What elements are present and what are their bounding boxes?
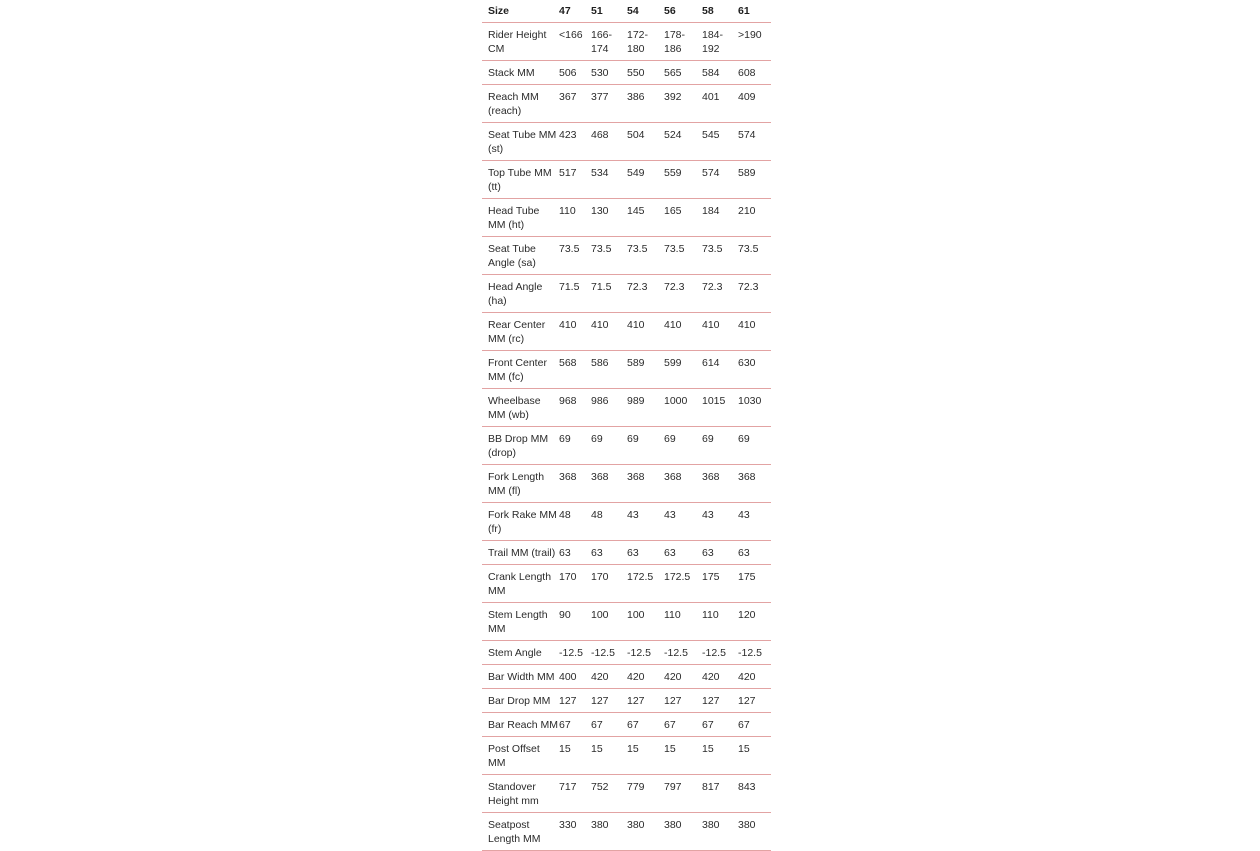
table-cell: 175	[702, 565, 738, 603]
table-cell: 72.3	[627, 275, 664, 313]
table-cell: -12.5	[559, 641, 591, 665]
row-label: Trail MM (trail)	[482, 541, 559, 565]
table-cell: 468	[591, 123, 627, 161]
table-cell: 71.5	[559, 275, 591, 313]
table-cell: 69	[738, 427, 771, 465]
table-cell: 368	[702, 465, 738, 503]
table-row	[482, 603, 771, 641]
table-cell: 797	[664, 775, 702, 813]
table-cell: 73.5	[702, 237, 738, 275]
table-cell: 368	[664, 465, 702, 503]
table-cell: 589	[627, 351, 664, 389]
table-cell: 72.3	[738, 275, 771, 313]
table-cell: 599	[664, 351, 702, 389]
table-cell: 401	[702, 85, 738, 123]
table-cell: 69	[559, 427, 591, 465]
table-cell: 410	[664, 313, 702, 351]
table-cell: 380	[738, 813, 771, 851]
table-cell: 368	[738, 465, 771, 503]
table-cell: 73.5	[664, 237, 702, 275]
table-cell: -12.5	[738, 641, 771, 665]
table-row	[482, 389, 771, 427]
geometry-table	[482, 0, 771, 851]
table-cell: 127	[591, 689, 627, 713]
table-cell: 110	[702, 603, 738, 641]
table-cell: 184-192	[702, 23, 738, 61]
table-cell: 178-186	[664, 23, 702, 61]
table-cell: 517	[559, 161, 591, 199]
table-cell: 986	[591, 389, 627, 427]
table-row	[482, 313, 771, 351]
table-cell: 210	[738, 199, 771, 237]
table-cell: 410	[591, 313, 627, 351]
table-cell: 63	[738, 541, 771, 565]
table-cell: <166	[559, 23, 591, 61]
table-row	[482, 275, 771, 313]
table-row	[482, 85, 771, 123]
table-cell: 67	[627, 713, 664, 737]
table-cell: 843	[738, 775, 771, 813]
table-cell: 127	[738, 689, 771, 713]
table-cell: 15	[664, 737, 702, 775]
table-cell: 423	[559, 123, 591, 161]
row-label: Reach MM (reach)	[482, 85, 559, 123]
table-cell: 534	[591, 161, 627, 199]
table-cell: 368	[559, 465, 591, 503]
table-cell: 69	[591, 427, 627, 465]
row-label: Wheelbase MM (wb)	[482, 389, 559, 427]
row-label: Standover Height mm	[482, 775, 559, 813]
table-cell: 72.3	[664, 275, 702, 313]
table-cell: 100	[627, 603, 664, 641]
table-cell: -12.5	[664, 641, 702, 665]
table-row	[482, 713, 771, 737]
table-cell: 1015	[702, 389, 738, 427]
table-row	[482, 689, 771, 713]
row-label: Seat Tube MM (st)	[482, 123, 559, 161]
table-cell: 165	[664, 199, 702, 237]
table-cell: 69	[627, 427, 664, 465]
table-cell: -12.5	[591, 641, 627, 665]
table-cell: 73.5	[738, 237, 771, 275]
table-row	[482, 23, 771, 61]
table-cell: 1030	[738, 389, 771, 427]
row-label: Bar Drop MM	[482, 689, 559, 713]
table-cell: 380	[702, 813, 738, 851]
table-cell: 330	[559, 813, 591, 851]
table-cell: 15	[591, 737, 627, 775]
table-row	[482, 61, 771, 85]
header-cell-61: 61	[738, 0, 771, 23]
table-cell: 73.5	[627, 237, 664, 275]
table-cell: 172-180	[627, 23, 664, 61]
row-label: Fork Length MM (fl)	[482, 465, 559, 503]
table-cell: 506	[559, 61, 591, 85]
row-label: Stem Angle	[482, 641, 559, 665]
table-row	[482, 199, 771, 237]
table-cell: 717	[559, 775, 591, 813]
table-cell: 410	[627, 313, 664, 351]
table-cell: 608	[738, 61, 771, 85]
header-cell-54: 54	[627, 0, 664, 23]
table-row	[482, 465, 771, 503]
table-cell: 110	[664, 603, 702, 641]
geometry-table-body	[482, 23, 771, 851]
table-cell: 549	[627, 161, 664, 199]
table-cell: 368	[627, 465, 664, 503]
row-label: Head Angle (ha)	[482, 275, 559, 313]
table-cell: 589	[738, 161, 771, 199]
table-cell: 72.3	[702, 275, 738, 313]
table-cell: 367	[559, 85, 591, 123]
table-cell: 779	[627, 775, 664, 813]
table-cell: 530	[591, 61, 627, 85]
table-cell: 63	[559, 541, 591, 565]
table-cell: 574	[702, 161, 738, 199]
table-cell: 380	[664, 813, 702, 851]
row-label: Seat Tube Angle (sa)	[482, 237, 559, 275]
row-label: Bar Reach MM	[482, 713, 559, 737]
row-label: Head Tube MM (ht)	[482, 199, 559, 237]
row-label: Seatpost Length MM	[482, 813, 559, 851]
row-label: Rear Center MM (rc)	[482, 313, 559, 351]
table-cell: 380	[627, 813, 664, 851]
table-cell: 67	[664, 713, 702, 737]
table-cell: 127	[664, 689, 702, 713]
table-cell: 63	[702, 541, 738, 565]
row-label: Stack MM	[482, 61, 559, 85]
table-cell: 420	[627, 665, 664, 689]
table-cell: 410	[559, 313, 591, 351]
table-cell: 172.5	[627, 565, 664, 603]
table-cell: 586	[591, 351, 627, 389]
table-cell: 614	[702, 351, 738, 389]
table-cell: 380	[591, 813, 627, 851]
table-cell: 67	[702, 713, 738, 737]
header-cell-size: Size	[482, 0, 559, 23]
table-row	[482, 813, 771, 851]
row-label: Rider Height CM	[482, 23, 559, 61]
table-row	[482, 161, 771, 199]
table-cell: 145	[627, 199, 664, 237]
table-cell: 63	[664, 541, 702, 565]
table-cell: 574	[738, 123, 771, 161]
header-row	[482, 0, 771, 23]
table-cell: 15	[559, 737, 591, 775]
table-cell: 524	[664, 123, 702, 161]
table-cell: 127	[627, 689, 664, 713]
table-cell: 127	[559, 689, 591, 713]
table-cell: 67	[591, 713, 627, 737]
table-cell: 43	[627, 503, 664, 541]
table-row	[482, 737, 771, 775]
geometry-table-header	[482, 0, 771, 23]
table-cell: 63	[591, 541, 627, 565]
table-cell: 545	[702, 123, 738, 161]
table-row	[482, 641, 771, 665]
table-cell: 170	[559, 565, 591, 603]
table-cell: 166-174	[591, 23, 627, 61]
table-row	[482, 503, 771, 541]
table-cell: 550	[627, 61, 664, 85]
table-cell: 73.5	[559, 237, 591, 275]
table-cell: >190	[738, 23, 771, 61]
table-cell: -12.5	[702, 641, 738, 665]
table-cell: 15	[627, 737, 664, 775]
table-cell: 43	[702, 503, 738, 541]
table-cell: 400	[559, 665, 591, 689]
table-cell: 43	[738, 503, 771, 541]
table-cell: 67	[738, 713, 771, 737]
row-label: Fork Rake MM (fr)	[482, 503, 559, 541]
table-cell: 184	[702, 199, 738, 237]
table-cell: 386	[627, 85, 664, 123]
table-cell: 420	[738, 665, 771, 689]
row-label: BB Drop MM (drop)	[482, 427, 559, 465]
table-cell: 130	[591, 199, 627, 237]
table-cell: 559	[664, 161, 702, 199]
table-row	[482, 237, 771, 275]
table-cell: 170	[591, 565, 627, 603]
table-cell: 100	[591, 603, 627, 641]
table-cell: 420	[702, 665, 738, 689]
table-cell: 48	[559, 503, 591, 541]
table-row	[482, 775, 771, 813]
row-label: Top Tube MM (tt)	[482, 161, 559, 199]
table-cell: 968	[559, 389, 591, 427]
table-cell: 568	[559, 351, 591, 389]
table-row	[482, 541, 771, 565]
table-cell: 15	[738, 737, 771, 775]
table-cell: 420	[664, 665, 702, 689]
row-label: Front Center MM (fc)	[482, 351, 559, 389]
table-cell: -12.5	[627, 641, 664, 665]
table-row	[482, 351, 771, 389]
row-label: Post Offset MM	[482, 737, 559, 775]
table-cell: 67	[559, 713, 591, 737]
row-label: Bar Width MM	[482, 665, 559, 689]
table-cell: 584	[702, 61, 738, 85]
table-cell: 420	[591, 665, 627, 689]
table-cell: 43	[664, 503, 702, 541]
table-cell: 48	[591, 503, 627, 541]
table-row	[482, 565, 771, 603]
table-cell: 752	[591, 775, 627, 813]
table-cell: 1000	[664, 389, 702, 427]
table-row	[482, 427, 771, 465]
header-cell-58: 58	[702, 0, 738, 23]
table-row	[482, 123, 771, 161]
row-label: Crank Length MM	[482, 565, 559, 603]
table-cell: 410	[738, 313, 771, 351]
table-cell: 175	[738, 565, 771, 603]
table-cell: 69	[664, 427, 702, 465]
table-cell: 90	[559, 603, 591, 641]
table-cell: 172.5	[664, 565, 702, 603]
table-cell: 392	[664, 85, 702, 123]
table-cell: 817	[702, 775, 738, 813]
table-cell: 69	[702, 427, 738, 465]
table-row	[482, 665, 771, 689]
table-cell: 409	[738, 85, 771, 123]
table-cell: 120	[738, 603, 771, 641]
table-cell: 630	[738, 351, 771, 389]
table-cell: 368	[591, 465, 627, 503]
table-cell: 71.5	[591, 275, 627, 313]
table-cell: 15	[702, 737, 738, 775]
table-cell: 110	[559, 199, 591, 237]
table-cell: 989	[627, 389, 664, 427]
table-cell: 63	[627, 541, 664, 565]
table-cell: 410	[702, 313, 738, 351]
table-cell: 377	[591, 85, 627, 123]
table-cell: 127	[702, 689, 738, 713]
table-cell: 565	[664, 61, 702, 85]
header-cell-56: 56	[664, 0, 702, 23]
row-label: Stem Length MM	[482, 603, 559, 641]
table-cell: 504	[627, 123, 664, 161]
header-cell-47: 47	[559, 0, 591, 23]
table-cell: 73.5	[591, 237, 627, 275]
header-cell-51: 51	[591, 0, 627, 23]
